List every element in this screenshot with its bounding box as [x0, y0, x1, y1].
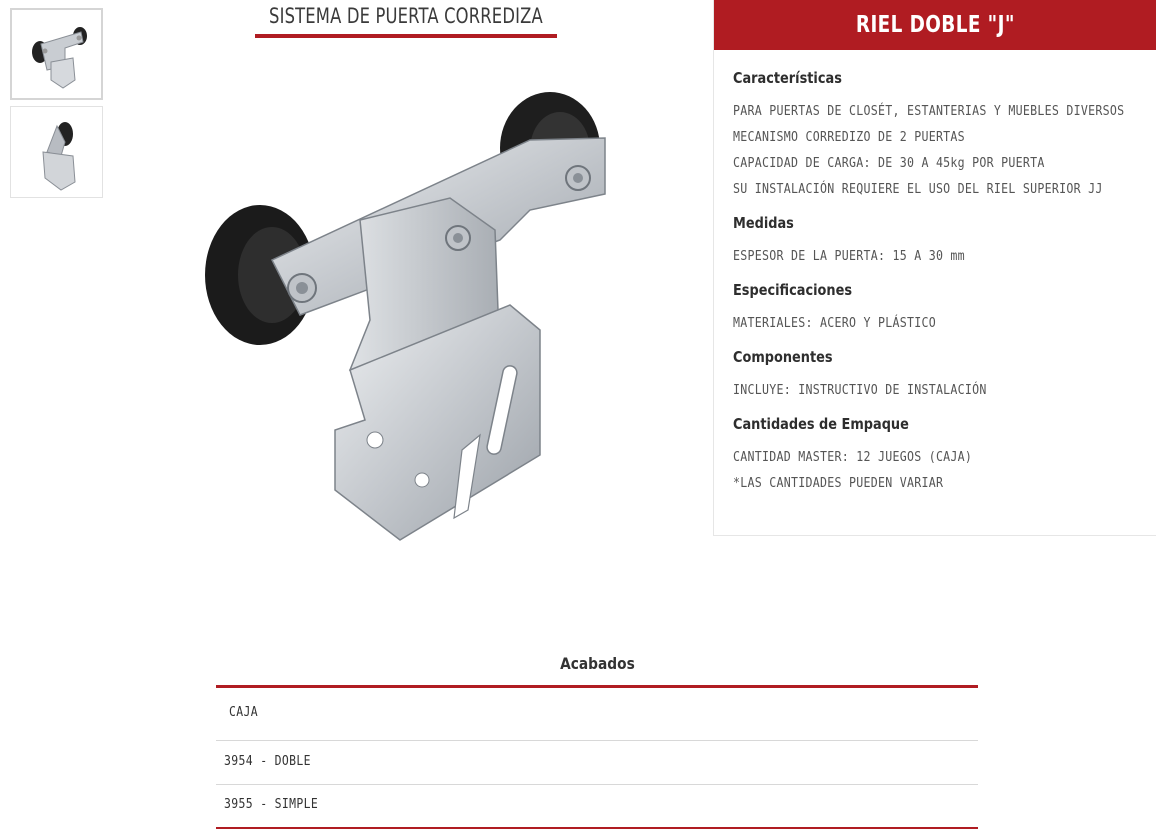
- title-underline: [255, 34, 557, 38]
- section-title-cantidades: Cantidades de Empaque: [733, 415, 909, 433]
- product-info-panel: [713, 0, 1156, 536]
- section-title-especificaciones: Especificaciones: [733, 281, 853, 299]
- product-name-header: [714, 0, 1156, 50]
- roller-front-thumbnail-icon: [17, 14, 97, 94]
- cantidades-line-1: CANTIDAD MASTER: 12 JUEGOS (CAJA): [733, 449, 973, 465]
- thumbnail-2[interactable]: [10, 106, 103, 198]
- section-title-caracteristicas: Características: [733, 69, 842, 87]
- acabados-row-3955[interactable]: [216, 785, 978, 829]
- page-title: SISTEMA DE PUERTA CORREDIZA: [269, 4, 543, 28]
- info-body: [714, 50, 1156, 496]
- especificaciones-line-1: MATERIALES: ACERO Y PLÁSTICO: [733, 315, 936, 331]
- thumbnail-1[interactable]: [10, 8, 103, 100]
- caracteristicas-line-1: PARA PUERTAS DE CLOSÉT, ESTANTERIAS Y MUEBLES DIVERSOS: [733, 103, 1125, 119]
- acabados-row-label: CAJA: [229, 705, 258, 720]
- caracteristicas-line-4: SU INSTALACIÓN REQUIERE EL USO DEL RIEL SUPERIOR JJ: [733, 181, 1103, 197]
- product-name: RIEL DOBLE "J": [855, 12, 1015, 38]
- componentes-line-1: INCLUYE: INSTRUCTIVO DE INSTALACIÓN: [733, 382, 987, 398]
- medidas-line-1: ESPESOR DE LA PUERTA: 15 A 30 mm: [733, 248, 965, 264]
- section-title-componentes: Componentes: [733, 348, 833, 366]
- acabados-row-label: 3955 - SIMPLE: [224, 797, 319, 812]
- caracteristicas-line-3: CAPACIDAD DE CARGA: DE 30 A 45kg POR PUERTA: [733, 155, 1045, 171]
- section-title-medidas: Medidas: [733, 214, 794, 232]
- acabados-row-3954[interactable]: [216, 741, 978, 785]
- cantidades-line-2: *LAS CANTIDADES PUEDEN VARIAR: [733, 475, 944, 491]
- acabados-title: [216, 654, 978, 673]
- roller-side-thumbnail-icon: [17, 112, 97, 192]
- sliding-door-roller-image: [200, 90, 620, 550]
- acabados-row-caja: [216, 688, 978, 741]
- acabados-title-text: Acabados: [559, 654, 635, 673]
- caracteristicas-line-2: MECANISMO CORREDIZO DE 2 PUERTAS: [733, 129, 965, 145]
- acabados-row-label: 3954 - DOBLE: [224, 754, 311, 769]
